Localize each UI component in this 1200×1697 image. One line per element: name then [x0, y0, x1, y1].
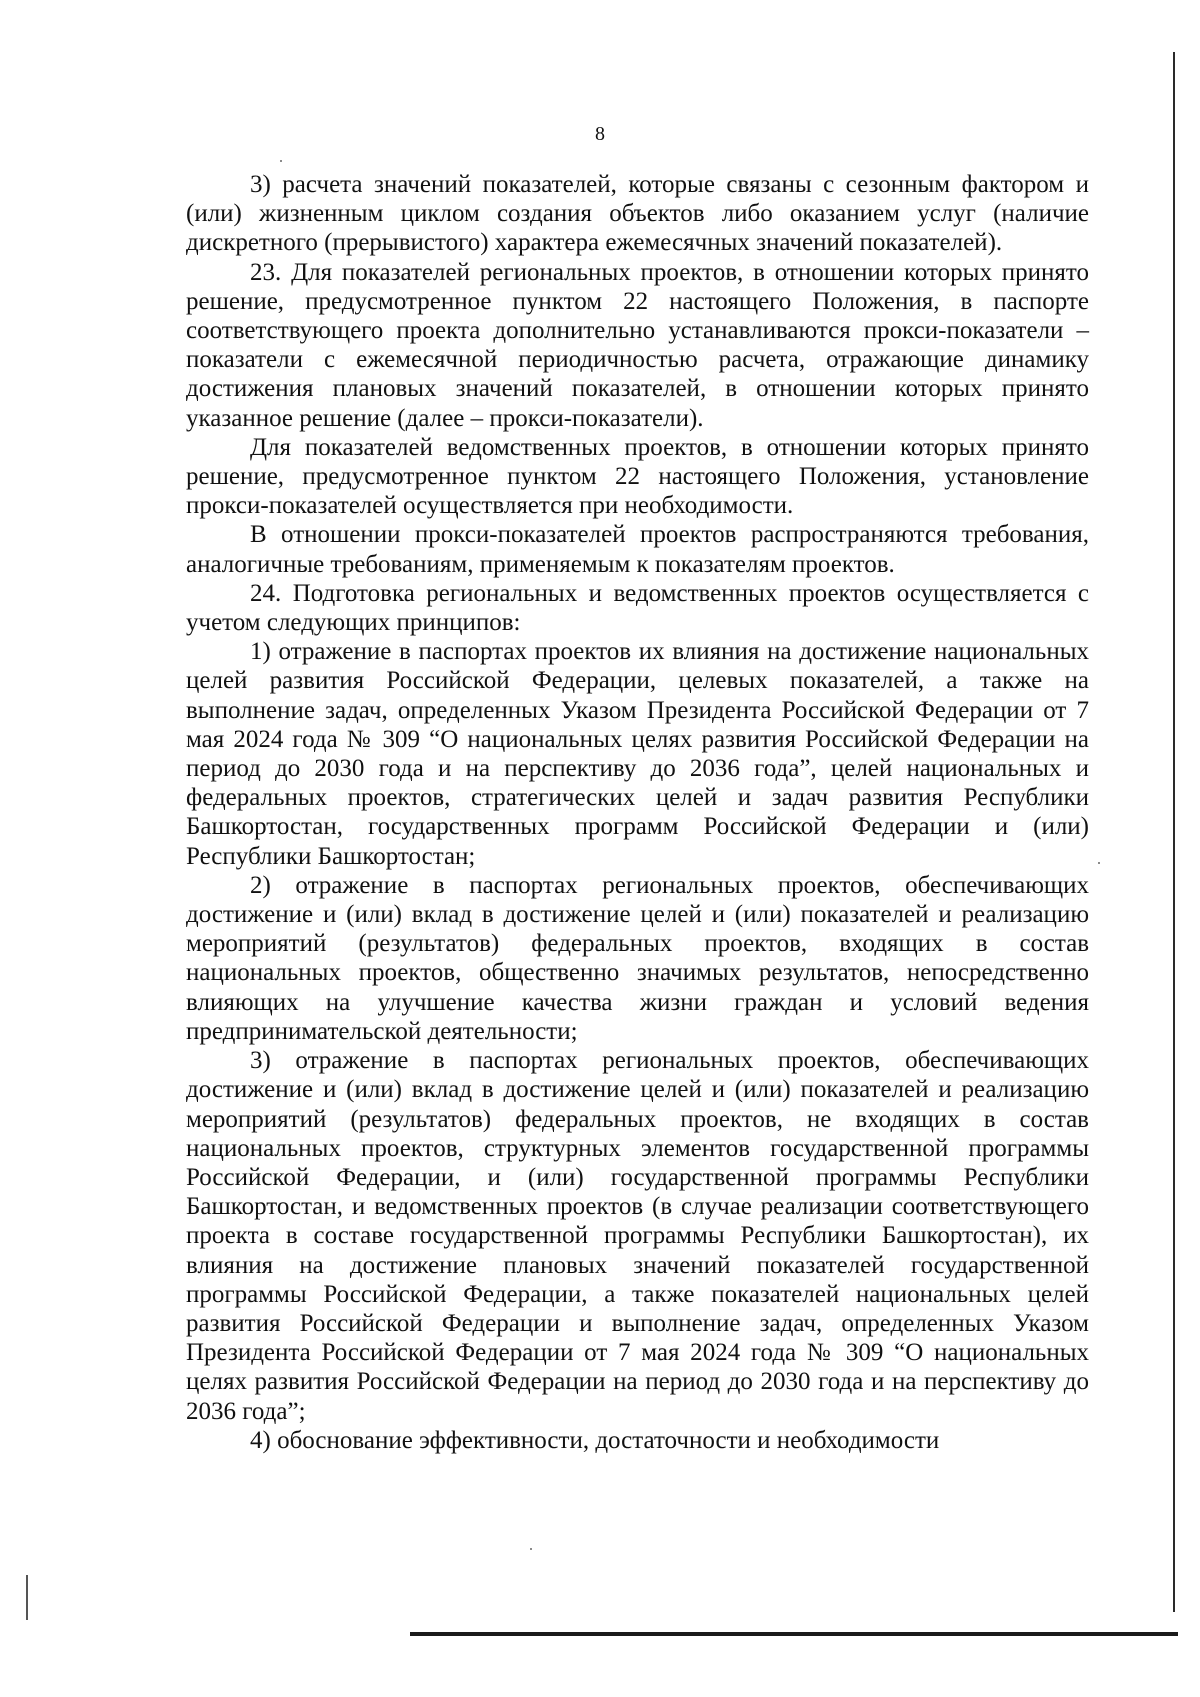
- paragraph-item-3-calculation: 3) расчета значений показателей, которые связаны с сезонным фактором и (или) жизненным циклом создания объектов либо оказанием услуг (наличие дискретного (прерывистого) характера ежемесячных значений показателей).: [186, 171, 1089, 257]
- scan-speck: [280, 160, 282, 162]
- paragraph-departmental-projects: Для показателей ведомственных проектов, в отношении которых принято решение, предусмотренное пунктом 22 настоящего Положения, установление прокси-показателей осуществляется при необходимости.: [186, 433, 1089, 520]
- paragraph-principle-1: 1) отражение в паспортах проектов их влияния на достижение национальных целей развития Российской Федерации, целевых показателей, а также на выполнение задач, определенных Указом Президента Российской Федерации от 7 мая 2024 года № 309 “О национальных целях развития Российской Федерации на период до 2030 года и на перспективу до 2036 года”, целей национальных и федеральных проектов, стратегических целей и задач развития Республики Башкортостан, государственных программ Российской Федерации и (или) Республики Башкортостан;: [186, 638, 1089, 870]
- scan-right-edge-line: [1173, 52, 1175, 1612]
- paragraph-principle-2: 2) отражение в паспортах региональных проектов, обеспечивающих достижение и (или) вклад в достижение целей и (или) показателей и реализацию мероприятий (результатов) федеральных проектов, входящих в состав национальных проектов, общественно значимых результатов, непосредственно влияющих на улучшение качества жизни граждан и условий ведения предпринимательской деятельности;: [186, 871, 1089, 1045]
- paragraph-point-23: 23. Для показателей региональных проектов, в отношении которых принято решение, предусмотренное пунктом 22 настоящего Положения, в паспорте соответствующего проекта дополнительно устанавливаются прокси-показатели – показатели с ежемесячной периодичностью расчета, отражающие динамику достижения плановых значений показателей, в отношении которых принято указанное решение (далее – прокси-показатели).: [186, 258, 1089, 432]
- paragraph-principle-3: 3) отражение в паспортах региональных проектов, обеспечивающих достижение и (или) вклад в достижение целей и (или) показателей и реализацию мероприятий (результатов) федеральных проектов, не входящих в состав национальных проектов, структурных элементов государственной программы Российской Федерации, и (или) государственной программы Республики Башкортостан, и ведомственных проектов (в случае реализации соответствующего проекта в составе государственной программы Республики Башкортостан), их влияния на достижение плановых значений показателей государственной программы Российской Федерации, а также показателей национальных целей развития Российской Федерации и выполнение задач, определенных Указом Президента Российской Федерации от 7 мая 2024 года № 309 “О национальных целях развития Российской Федерации на период до 2030 года и на перспективу до 2036 года”;: [186, 1047, 1089, 1425]
- scan-left-edge-line: [26, 1575, 28, 1620]
- scan-speck: [1098, 862, 1100, 864]
- paragraph-principle-4: 4) обоснование эффективности, достаточности и необходимости: [250, 1426, 940, 1454]
- paragraph-point-24: 24. Подготовка региональных и ведомственных проектов осуществляется с учетом следующих принципов:: [186, 579, 1089, 637]
- page-number: 8: [595, 123, 605, 145]
- scan-speck: [530, 1548, 532, 1550]
- scan-bottom-edge-line: [410, 1632, 1178, 1636]
- paragraph-proxy-requirements: В отношении прокси-показателей проектов распространяются требования, аналогичные требованиям, применяемым к показателям проектов.: [186, 521, 1089, 578]
- document-body: [186, 170, 1089, 1455]
